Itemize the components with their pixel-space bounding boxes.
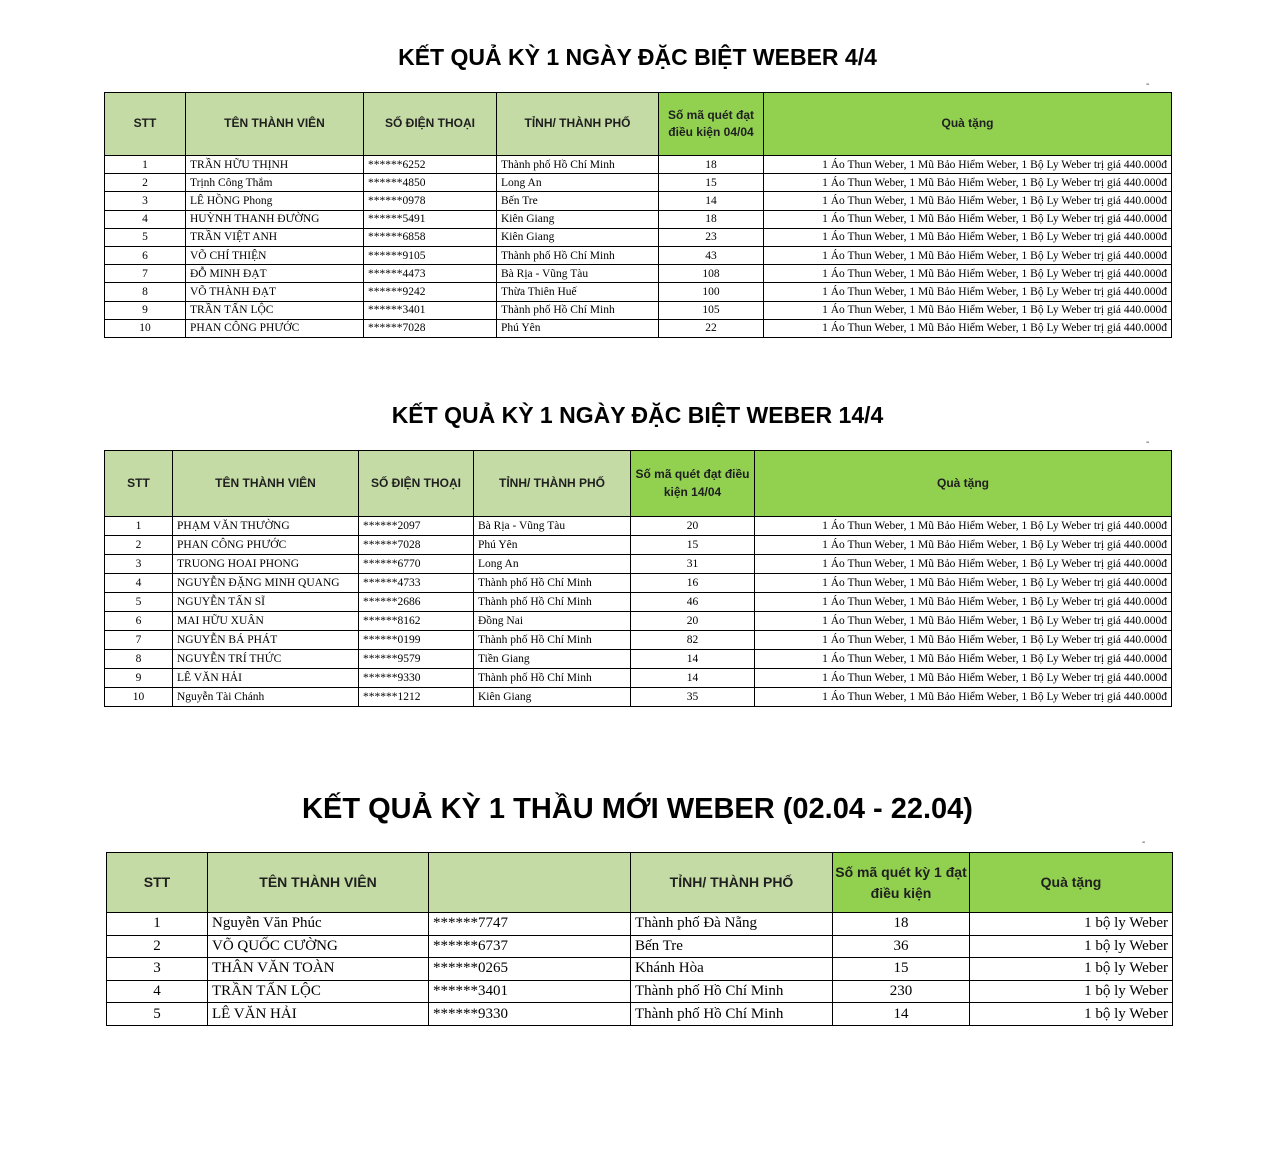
cell-province: Bến Tre [631, 935, 833, 958]
cell-stt: 6 [105, 612, 173, 631]
cell-scan-count: 46 [631, 593, 755, 612]
cell-member-name: THÂN VĂN TOÀN [208, 958, 429, 981]
cell-scan-count: 18 [659, 210, 764, 228]
cell-stt: 10 [105, 319, 186, 337]
cell-gift: 1 Áo Thun Weber, 1 Mũ Bảo Hiểm Weber, 1 Bộ Ly Weber trị giá 440.000đ [764, 174, 1172, 192]
cell-stt: 4 [105, 574, 173, 593]
cell-stt: 8 [105, 650, 173, 669]
results-table-4-4 [104, 92, 1172, 338]
cell-gift: 1 Áo Thun Weber, 1 Mũ Bảo Hiểm Weber, 1 Bộ Ly Weber trị giá 440.000đ [764, 283, 1172, 301]
cell-member-name: PHẠM VĂN THƯỜNG [173, 517, 359, 536]
cell-province: Thành phố Hồ Chí Minh [631, 1003, 833, 1026]
header-row [107, 853, 1173, 913]
header-stt: STT [107, 853, 208, 913]
cell-scan-count: 18 [659, 156, 764, 174]
header-member-name: TÊN THÀNH VIÊN [173, 451, 359, 517]
cell-gift: 1 bộ ly Weber [970, 913, 1173, 936]
cell-province: Bà Rịa - Vũng Tàu [474, 517, 631, 536]
cell-phone: ******6858 [364, 228, 497, 246]
cell-stt: 5 [107, 1003, 208, 1026]
header-phone [429, 853, 631, 913]
cell-member-name: NGUYỄN TẤN SĨ [173, 593, 359, 612]
cell-scan-count: 105 [659, 301, 764, 319]
cell-stt: 1 [105, 517, 173, 536]
header-province: TỈNH/ THÀNH PHỐ [474, 451, 631, 517]
section-1-mark: - [1146, 79, 1150, 90]
cell-province: Bến Tre [497, 192, 659, 210]
table-row [105, 174, 1172, 192]
cell-member-name: TRẦN VIỆT ANH [186, 228, 364, 246]
cell-scan-count: 82 [631, 631, 755, 650]
cell-member-name: TRUONG HOAI PHONG [173, 555, 359, 574]
cell-member-name: MAI HỮU XUÂN [173, 612, 359, 631]
cell-member-name: VÕ QUỐC CƯỜNG [208, 935, 429, 958]
cell-stt: 2 [105, 174, 186, 192]
table-row [105, 688, 1172, 707]
cell-phone: ******9330 [429, 1003, 631, 1026]
header-stt: STT [105, 93, 186, 156]
header-phone: SỐ ĐIỆN THOẠI [359, 451, 474, 517]
table-row [107, 980, 1173, 1003]
cell-phone: ******9105 [364, 246, 497, 264]
header-member-name: TÊN THÀNH VIÊN [208, 853, 429, 913]
cell-scan-count: 14 [631, 650, 755, 669]
cell-member-name: Nguyễn Tài Chánh [173, 688, 359, 707]
cell-province: Tiền Giang [474, 650, 631, 669]
cell-gift: 1 Áo Thun Weber, 1 Mũ Bảo Hiểm Weber, 1 Bộ Ly Weber trị giá 440.000đ [764, 156, 1172, 174]
cell-stt: 4 [105, 210, 186, 228]
cell-phone: ******1212 [359, 688, 474, 707]
cell-gift: 1 Áo Thun Weber, 1 Mũ Bảo Hiểm Weber, 1 Bộ Ly Weber trị giá 440.000đ [755, 612, 1172, 631]
cell-member-name: VÕ CHÍ THIỆN [186, 246, 364, 264]
table-row [107, 913, 1173, 936]
cell-province: Khánh Hòa [631, 958, 833, 981]
cell-member-name: NGUYỄN ĐẶNG MINH QUANG [173, 574, 359, 593]
cell-phone: ******0199 [359, 631, 474, 650]
cell-member-name: Trịnh Công Thắm [186, 174, 364, 192]
cell-province: Kiên Giang [474, 688, 631, 707]
cell-gift: 1 Áo Thun Weber, 1 Mũ Bảo Hiểm Weber, 1 Bộ Ly Weber trị giá 440.000đ [755, 688, 1172, 707]
cell-member-name: HUỲNH THANH ĐƯỜNG [186, 210, 364, 228]
cell-member-name: TRẦN TẤN LỘC [208, 980, 429, 1003]
table-row [105, 517, 1172, 536]
cell-gift: 1 Áo Thun Weber, 1 Mũ Bảo Hiểm Weber, 1 Bộ Ly Weber trị giá 440.000đ [764, 265, 1172, 283]
cell-province: Thành phố Hồ Chí Minh [474, 631, 631, 650]
table-row [105, 536, 1172, 555]
header-scan-count: Số mã quét đạt điều kiện 14/04 [631, 451, 755, 517]
cell-member-name: NGUYỄN BÁ PHÁT [173, 631, 359, 650]
cell-province: Long An [497, 174, 659, 192]
cell-stt: 4 [107, 980, 208, 1003]
results-table-thau-moi [106, 852, 1173, 1026]
cell-scan-count: 16 [631, 574, 755, 593]
table-row [105, 301, 1172, 319]
cell-province: Thành phố Hồ Chí Minh [474, 574, 631, 593]
cell-gift: 1 bộ ly Weber [970, 1003, 1173, 1026]
cell-gift: 1 Áo Thun Weber, 1 Mũ Bảo Hiểm Weber, 1 Bộ Ly Weber trị giá 440.000đ [755, 631, 1172, 650]
table-row [105, 319, 1172, 337]
cell-scan-count: 43 [659, 246, 764, 264]
cell-gift: 1 Áo Thun Weber, 1 Mũ Bảo Hiểm Weber, 1 Bộ Ly Weber trị giá 440.000đ [755, 574, 1172, 593]
table-row [105, 265, 1172, 283]
cell-scan-count: 20 [631, 612, 755, 631]
cell-province: Kiên Giang [497, 210, 659, 228]
cell-phone: ******0265 [429, 958, 631, 981]
cell-phone: ******9330 [359, 669, 474, 688]
cell-phone: ******9242 [364, 283, 497, 301]
table-row [105, 246, 1172, 264]
header-stt: STT [105, 451, 173, 517]
cell-member-name: LÊ VĂN HẢI [173, 669, 359, 688]
table-row [105, 669, 1172, 688]
cell-scan-count: 14 [631, 669, 755, 688]
cell-scan-count: 20 [631, 517, 755, 536]
cell-gift: 1 Áo Thun Weber, 1 Mũ Bảo Hiểm Weber, 1 Bộ Ly Weber trị giá 440.000đ [764, 246, 1172, 264]
header-gift: Quà tặng [970, 853, 1173, 913]
cell-stt: 8 [105, 283, 186, 301]
cell-phone: ******2097 [359, 517, 474, 536]
cell-phone: ******8162 [359, 612, 474, 631]
table-row [105, 192, 1172, 210]
cell-stt: 7 [105, 631, 173, 650]
cell-phone: ******0978 [364, 192, 497, 210]
cell-province: Đồng Nai [474, 612, 631, 631]
cell-phone: ******3401 [429, 980, 631, 1003]
cell-gift: 1 Áo Thun Weber, 1 Mũ Bảo Hiểm Weber, 1 Bộ Ly Weber trị giá 440.000đ [764, 210, 1172, 228]
cell-stt: 5 [105, 228, 186, 246]
cell-phone: ******4733 [359, 574, 474, 593]
cell-scan-count: 36 [833, 935, 970, 958]
cell-gift: 1 Áo Thun Weber, 1 Mũ Bảo Hiểm Weber, 1 Bộ Ly Weber trị giá 440.000đ [764, 192, 1172, 210]
cell-stt: 1 [107, 913, 208, 936]
header-scan-count: Số mã quét kỳ 1 đạt điều kiện [833, 853, 970, 913]
cell-province: Long An [474, 555, 631, 574]
cell-phone: ******4473 [364, 265, 497, 283]
cell-gift: 1 Áo Thun Weber, 1 Mũ Bảo Hiểm Weber, 1 Bộ Ly Weber trị giá 440.000đ [755, 536, 1172, 555]
table-row [105, 555, 1172, 574]
cell-phone: ******4850 [364, 174, 497, 192]
table-row [105, 574, 1172, 593]
cell-gift: 1 Áo Thun Weber, 1 Mũ Bảo Hiểm Weber, 1 Bộ Ly Weber trị giá 440.000đ [755, 669, 1172, 688]
cell-province: Thành phố Hồ Chí Minh [631, 980, 833, 1003]
cell-gift: 1 Áo Thun Weber, 1 Mũ Bảo Hiểm Weber, 1 Bộ Ly Weber trị giá 440.000đ [764, 301, 1172, 319]
section-3-mark: - [1142, 837, 1146, 848]
cell-province: Thành phố Đà Nẵng [631, 913, 833, 936]
cell-gift: 1 Áo Thun Weber, 1 Mũ Bảo Hiểm Weber, 1 Bộ Ly Weber trị giá 440.000đ [755, 555, 1172, 574]
cell-province: Thành phố Hồ Chí Minh [497, 156, 659, 174]
cell-member-name: PHAN CÔNG PHƯỚC [173, 536, 359, 555]
table-row [107, 958, 1173, 981]
header-row [105, 93, 1172, 156]
cell-stt: 10 [105, 688, 173, 707]
table-row [107, 935, 1173, 958]
cell-stt: 3 [105, 192, 186, 210]
cell-member-name: LÊ VĂN HẢI [208, 1003, 429, 1026]
header-scan-count: Số mã quét đạt điều kiện 04/04 [659, 93, 764, 156]
header-province: TỈNH/ THÀNH PHỐ [497, 93, 659, 156]
cell-scan-count: 31 [631, 555, 755, 574]
cell-province: Bà Rịa - Vũng Tàu [497, 265, 659, 283]
cell-scan-count: 22 [659, 319, 764, 337]
cell-member-name: TRẦN HỮU THỊNH [186, 156, 364, 174]
cell-gift: 1 bộ ly Weber [970, 980, 1173, 1003]
section-2-mark: - [1146, 437, 1150, 448]
cell-scan-count: 23 [659, 228, 764, 246]
cell-scan-count: 14 [659, 192, 764, 210]
section-1-title: KẾT QUẢ KỲ 1 NGÀY ĐẶC BIỆT WEBER 4/4 [398, 44, 877, 70]
cell-phone: ******7747 [429, 913, 631, 936]
cell-stt: 6 [105, 246, 186, 264]
cell-scan-count: 18 [833, 913, 970, 936]
results-table-14-4 [104, 450, 1172, 707]
header-gift: Quà tặng [764, 93, 1172, 156]
cell-province: Phú Yên [497, 319, 659, 337]
cell-scan-count: 100 [659, 283, 764, 301]
cell-province: Thành phố Hồ Chí Minh [474, 593, 631, 612]
header-row [105, 451, 1172, 517]
section-3-title: KẾT QUẢ KỲ 1 THẦU MỚI WEBER (02.04 - 22.04) [302, 793, 973, 825]
table-row [105, 593, 1172, 612]
cell-scan-count: 15 [631, 536, 755, 555]
cell-stt: 2 [107, 935, 208, 958]
table-row [105, 210, 1172, 228]
cell-scan-count: 15 [833, 958, 970, 981]
section-2-title: KẾT QUẢ KỲ 1 NGÀY ĐẶC BIỆT WEBER 14/4 [391, 402, 884, 428]
cell-phone: ******6770 [359, 555, 474, 574]
cell-province: Kiên Giang [497, 228, 659, 246]
cell-gift: 1 Áo Thun Weber, 1 Mũ Bảo Hiểm Weber, 1 Bộ Ly Weber trị giá 440.000đ [755, 593, 1172, 612]
cell-province: Thành phố Hồ Chí Minh [497, 301, 659, 319]
cell-stt: 3 [107, 958, 208, 981]
table-row [107, 1003, 1173, 1026]
header-province: TỈNH/ THÀNH PHỐ [631, 853, 833, 913]
cell-stt: 5 [105, 593, 173, 612]
cell-stt: 9 [105, 669, 173, 688]
cell-scan-count: 15 [659, 174, 764, 192]
cell-gift: 1 bộ ly Weber [970, 958, 1173, 981]
cell-stt: 2 [105, 536, 173, 555]
cell-gift: 1 Áo Thun Weber, 1 Mũ Bảo Hiểm Weber, 1 Bộ Ly Weber trị giá 440.000đ [764, 228, 1172, 246]
table-row [105, 283, 1172, 301]
table-row [105, 156, 1172, 174]
cell-gift: 1 Áo Thun Weber, 1 Mũ Bảo Hiểm Weber, 1 Bộ Ly Weber trị giá 440.000đ [755, 650, 1172, 669]
cell-member-name: PHAN CÔNG PHƯỚC [186, 319, 364, 337]
cell-phone: ******9579 [359, 650, 474, 669]
cell-stt: 1 [105, 156, 186, 174]
table-row [105, 631, 1172, 650]
cell-member-name: Nguyễn Văn Phúc [208, 913, 429, 936]
cell-member-name: LÊ HỒNG Phong [186, 192, 364, 210]
cell-phone: ******6252 [364, 156, 497, 174]
cell-phone: ******5491 [364, 210, 497, 228]
cell-scan-count: 108 [659, 265, 764, 283]
cell-member-name: TRẦN TẤN LỘC [186, 301, 364, 319]
cell-phone: ******2686 [359, 593, 474, 612]
cell-scan-count: 230 [833, 980, 970, 1003]
cell-phone: ******7028 [359, 536, 474, 555]
cell-province: Thành phố Hồ Chí Minh [497, 246, 659, 264]
cell-member-name: NGUYỄN TRÍ THỨC [173, 650, 359, 669]
cell-scan-count: 35 [631, 688, 755, 707]
cell-gift: 1 Áo Thun Weber, 1 Mũ Bảo Hiểm Weber, 1 Bộ Ly Weber trị giá 440.000đ [764, 319, 1172, 337]
cell-gift: 1 Áo Thun Weber, 1 Mũ Bảo Hiểm Weber, 1 Bộ Ly Weber trị giá 440.000đ [755, 517, 1172, 536]
table-row [105, 228, 1172, 246]
cell-phone: ******6737 [429, 935, 631, 958]
cell-phone: ******3401 [364, 301, 497, 319]
header-phone: SỐ ĐIỆN THOẠI [364, 93, 497, 156]
cell-province: Thừa Thiên Huế [497, 283, 659, 301]
cell-stt: 3 [105, 555, 173, 574]
cell-province: Thành phố Hồ Chí Minh [474, 669, 631, 688]
cell-stt: 9 [105, 301, 186, 319]
cell-scan-count: 14 [833, 1003, 970, 1026]
table-row [105, 650, 1172, 669]
cell-member-name: ĐỖ MINH ĐẠT [186, 265, 364, 283]
cell-phone: ******7028 [364, 319, 497, 337]
cell-gift: 1 bộ ly Weber [970, 935, 1173, 958]
cell-province: Phú Yên [474, 536, 631, 555]
cell-member-name: VÕ THÀNH ĐẠT [186, 283, 364, 301]
header-gift: Quà tặng [755, 451, 1172, 517]
cell-stt: 7 [105, 265, 186, 283]
table-row [105, 612, 1172, 631]
header-member-name: TÊN THÀNH VIÊN [186, 93, 364, 156]
